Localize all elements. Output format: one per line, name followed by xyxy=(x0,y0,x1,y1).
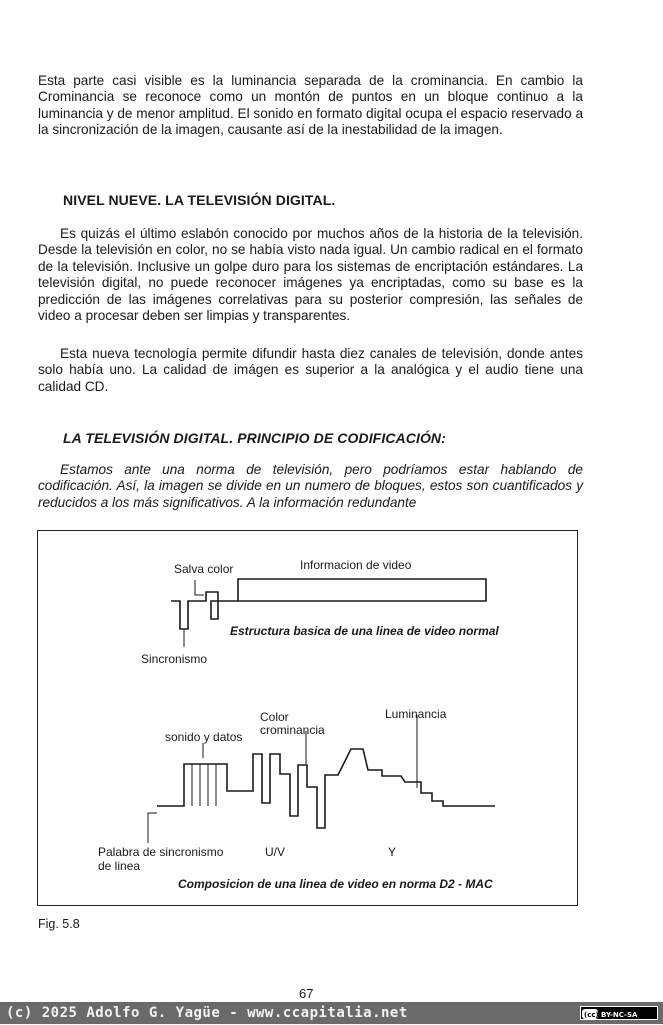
label-de-linea: de linea xyxy=(98,859,141,873)
palabra-sincronismo-leader xyxy=(148,813,157,843)
heading-principio-codificacion: LA TELEVISIÓN DIGITAL. PRINCIPIO DE CODIFICACIÓN: xyxy=(63,430,446,446)
watermark-text: (c) 2025 Adolfo G. Yagüe - www.ccapitalia.net xyxy=(6,1005,408,1021)
salva-color-leader xyxy=(195,580,204,595)
caption-d2-mac: Composicion de una linea de video en norma D2 - MAC xyxy=(178,877,493,891)
cc-badge-text: BY-NC-SA xyxy=(601,1011,638,1019)
label-crominancia: crominancia xyxy=(260,723,325,737)
paragraph-codificacion: Estamos ante una norma de televisión, pero podríamos estar hablando de codificación. Así, la imagen se divide en un numero de bloques, estos son cuantificados y reducidos a los más significativos. A la información redundante xyxy=(38,462,583,510)
page-number: 67 xyxy=(299,986,314,1001)
label-sonido-datos: sonido y datos xyxy=(165,730,243,744)
cc-badge-graphic xyxy=(581,1008,657,1020)
cc-license-icon xyxy=(580,1006,658,1020)
heading-nivel-nueve: NIVEL NUEVE. LA TELEVISIÓN DIGITAL. xyxy=(63,192,336,208)
caption-linea-normal: Estructura basica de una linea de video normal xyxy=(230,624,499,638)
video-line-diagram xyxy=(38,531,579,907)
paragraph-luminancia: Esta parte casi visible es la luminancia separada de la crominancia. En cambio la Crominancia se reconoce como un montón de puntos en un bloque continuo a la luminancia y de menor amplitud. El sonido en formato digital ocupa el espacio reservado a la sincronización de la imagen, causante así de la inestabilidad de la imagen. xyxy=(38,73,583,138)
paragraph-television-digital: Es quizás el último eslabón conocido por muchos años de la historia de la televisión. Desde la televisión en color, no se había visto nada igual. Un cambio radical en el formato de la televisión. Inclusive un golpe duro para los sistemas de encriptación estándares. La televisión digital, no puede reconocer imágenes ya encriptadas, como su base es la predicción de las imágenes correlativas para su posterior compresión, las señales de video a procesar deben ser limpias y transparentes. xyxy=(38,226,583,324)
label-salva-color: Salva color xyxy=(174,562,234,576)
label-sincronismo: Sincronismo xyxy=(141,652,208,666)
figure-label: Fig. 5.8 xyxy=(38,917,80,931)
label-palabra-sincronismo: Palabra de sincronismo xyxy=(98,845,224,859)
label-uv: U/V xyxy=(265,845,286,859)
svg-text:(cc): (cc) xyxy=(584,1011,599,1019)
label-luminancia: Luminancia xyxy=(385,707,447,721)
figure-video-line-diagram xyxy=(37,530,578,906)
label-color: Color xyxy=(260,710,289,724)
standard-line-waveform xyxy=(171,579,486,629)
label-y: Y xyxy=(388,845,397,859)
paragraph-nueva-tecnologia: Esta nueva tecnología permite difundir hasta diez canales de televisión, donde antes solo había uno. La calidad de imágen es superior a la analógica y el audio tiene una calidad CD. xyxy=(38,346,583,394)
watermark-bar xyxy=(0,1002,663,1024)
label-informacion-video: Informacion de video xyxy=(300,558,412,572)
